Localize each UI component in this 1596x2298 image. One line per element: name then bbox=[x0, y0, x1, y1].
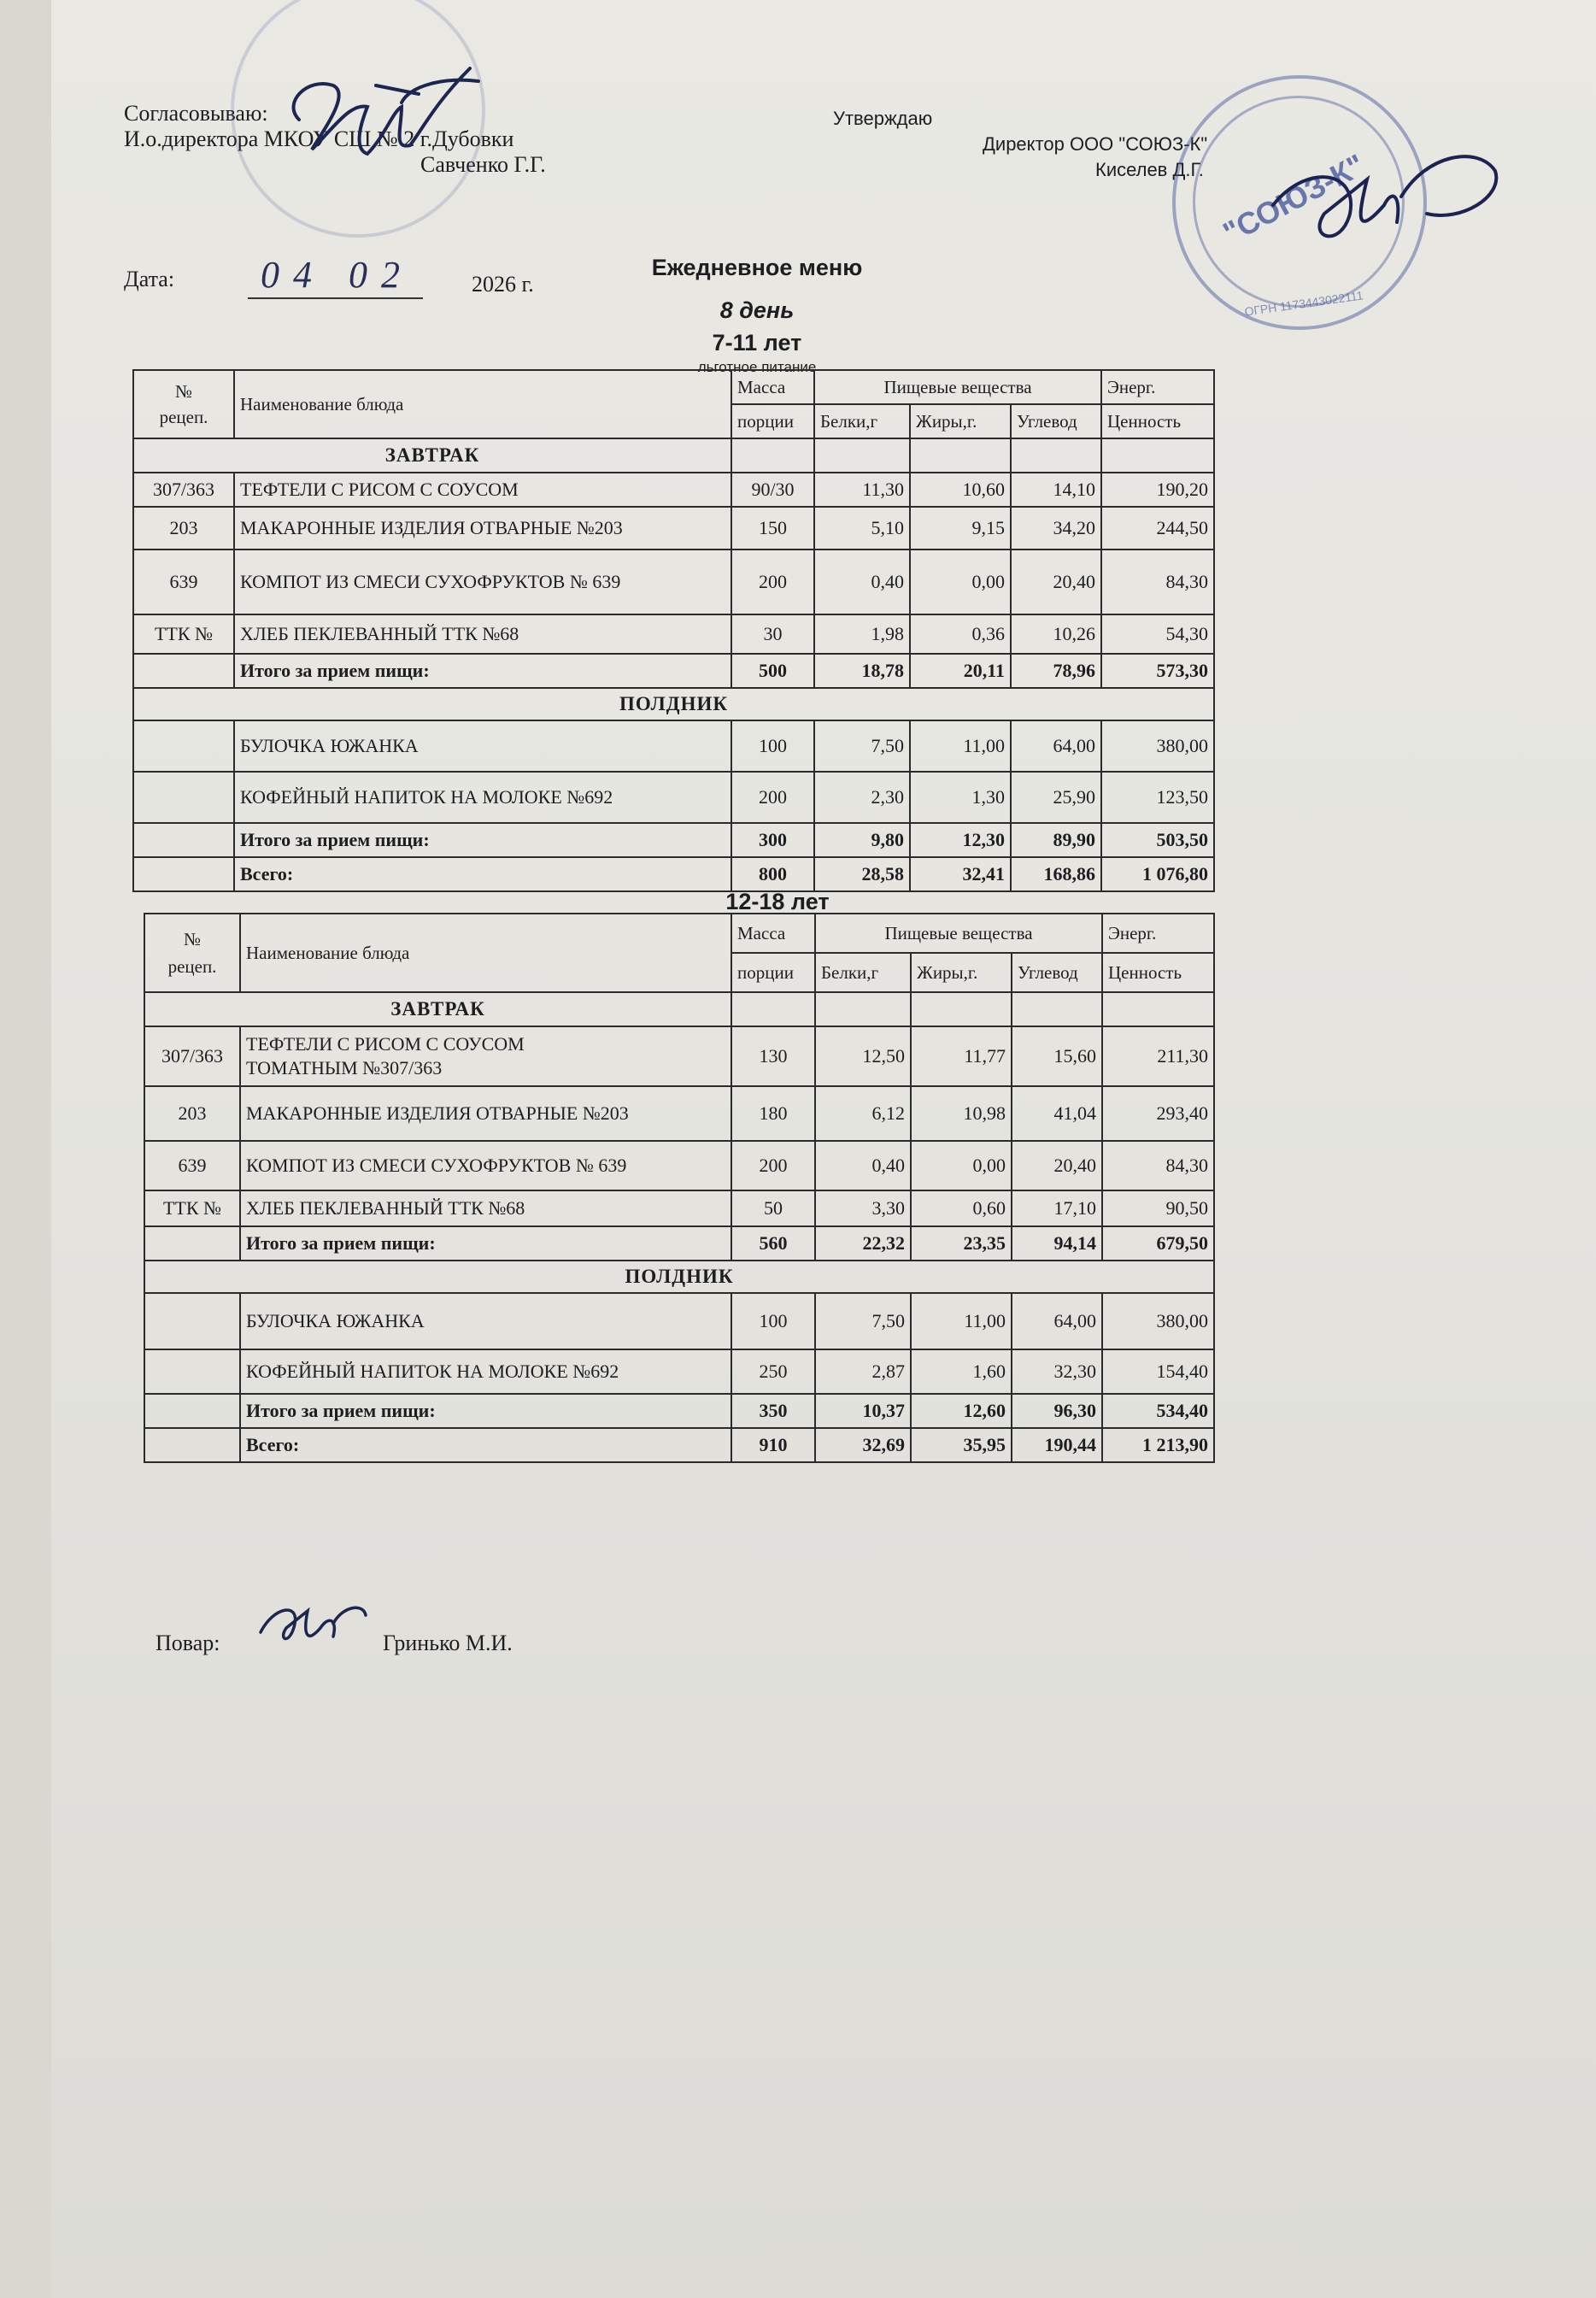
dish-name: МАКАРОННЫЕ ИЗДЕЛИЯ ОТВАРНЫЕ №203 bbox=[234, 507, 731, 550]
subtotal-row bbox=[133, 823, 1214, 857]
grand-total-energy: 1 213,90 bbox=[1102, 1428, 1214, 1462]
table-header-row bbox=[144, 914, 1214, 953]
approve-left-person: Савченко Г.Г. bbox=[420, 152, 546, 177]
grand-total-label: Всего: bbox=[234, 857, 731, 891]
subtotal-label: Итого за прием пищи: bbox=[234, 823, 731, 857]
subtotal-fat: 20,11 bbox=[910, 654, 1011, 688]
mass-value: 200 bbox=[731, 550, 814, 614]
dish-name: МАКАРОННЫЕ ИЗДЕЛИЯ ОТВАРНЫЕ №203 bbox=[240, 1086, 731, 1141]
mass-value: 130 bbox=[731, 1026, 815, 1086]
subtotal-carb: 78,96 bbox=[1011, 654, 1101, 688]
subtotal-row bbox=[144, 1394, 1214, 1428]
carb-value: 15,60 bbox=[1012, 1026, 1102, 1086]
protein-value: 0,40 bbox=[814, 550, 910, 614]
date-value: 04 02 bbox=[261, 254, 414, 296]
subtotal-fat: 23,35 bbox=[911, 1226, 1012, 1261]
dish-name: КОМПОТ ИЗ СМЕСИ СУХОФРУКТОВ № 639 bbox=[234, 550, 731, 614]
subtotal-protein: 18,78 bbox=[814, 654, 910, 688]
carb-value: 64,00 bbox=[1011, 720, 1101, 772]
mass-value: 200 bbox=[731, 772, 814, 823]
recipe-code: 203 bbox=[144, 1086, 240, 1141]
col-mass-header: Масса bbox=[731, 914, 815, 953]
mass-value: 250 bbox=[731, 1349, 815, 1394]
menu-subtitle: льготное питание bbox=[697, 359, 817, 375]
col-carb-header: Углевод bbox=[1012, 953, 1102, 992]
col-nutrients-header: Пищевые вещества bbox=[814, 370, 1101, 404]
carb-value: 14,10 bbox=[1011, 473, 1101, 507]
dish-name: БУЛОЧКА ЮЖАНКА bbox=[234, 720, 731, 772]
subtotal-label: Итого за прием пищи: bbox=[240, 1394, 731, 1428]
carb-value: 41,04 bbox=[1012, 1086, 1102, 1141]
energy-value: 380,00 bbox=[1102, 1293, 1214, 1349]
energy-value: 211,30 bbox=[1102, 1026, 1214, 1086]
table-row bbox=[144, 1293, 1214, 1349]
subtotal-energy: 503,50 bbox=[1101, 823, 1214, 857]
grand-total-mass: 800 bbox=[731, 857, 814, 891]
col-nutrients-header: Пищевые вещества bbox=[815, 914, 1102, 953]
col-recipe-header: № рецеп. bbox=[144, 914, 240, 992]
approve-right-person: Киселев Д.Г. bbox=[1095, 159, 1204, 180]
grand-total-mass: 910 bbox=[731, 1428, 815, 1462]
dish-name: ХЛЕБ ПЕКЛЕВАННЫЙ ТТК №68 bbox=[234, 614, 731, 654]
subtotal-mass: 560 bbox=[731, 1226, 815, 1261]
subtotal-label: Итого за прием пищи: bbox=[234, 654, 731, 688]
mass-value: 100 bbox=[731, 1293, 815, 1349]
carb-value: 17,10 bbox=[1012, 1190, 1102, 1226]
fat-value: 0,00 bbox=[911, 1141, 1012, 1190]
menu-title: Ежедневное меню bbox=[651, 255, 863, 280]
carb-value: 25,90 bbox=[1011, 772, 1101, 823]
recipe-code bbox=[133, 720, 234, 772]
carb-value: 10,26 bbox=[1011, 614, 1101, 654]
energy-value: 84,30 bbox=[1102, 1141, 1214, 1190]
table-row bbox=[133, 507, 1214, 550]
fat-value: 11,00 bbox=[911, 1293, 1012, 1349]
protein-value: 2,30 bbox=[814, 772, 910, 823]
table-header-row bbox=[133, 370, 1214, 404]
energy-value: 154,40 bbox=[1102, 1349, 1214, 1394]
subtotal-mass: 300 bbox=[731, 823, 814, 857]
approve-right-position: Директор ООО "СОЮЗ-К" bbox=[983, 133, 1208, 155]
subtotal-fat: 12,60 bbox=[911, 1394, 1012, 1428]
menu-table-7-11 bbox=[132, 369, 1215, 892]
protein-value: 7,50 bbox=[814, 720, 910, 772]
dish-name: ХЛЕБ ПЕКЛЕВАННЫЙ ТТК №68 bbox=[240, 1190, 731, 1226]
energy-value: 190,20 bbox=[1101, 473, 1214, 507]
grand-total-label: Всего: bbox=[240, 1428, 731, 1462]
col-name-header: Наименование блюда bbox=[240, 914, 731, 992]
recipe-code: 639 bbox=[133, 550, 234, 614]
table-row bbox=[133, 550, 1214, 614]
mass-value: 30 bbox=[731, 614, 814, 654]
grand-total-protein: 32,69 bbox=[815, 1428, 911, 1462]
protein-value: 3,30 bbox=[815, 1190, 911, 1226]
fat-value: 11,77 bbox=[911, 1026, 1012, 1086]
energy-value: 90,50 bbox=[1102, 1190, 1214, 1226]
date-underline bbox=[248, 297, 423, 299]
subtotal-carb: 96,30 bbox=[1012, 1394, 1102, 1428]
protein-value: 12,50 bbox=[815, 1026, 911, 1086]
carb-value: 20,40 bbox=[1011, 550, 1101, 614]
col-name-header: Наименование блюда bbox=[234, 370, 731, 438]
grand-total-energy: 1 076,80 bbox=[1101, 857, 1214, 891]
mass-value: 200 bbox=[731, 1141, 815, 1190]
protein-value: 1,98 bbox=[814, 614, 910, 654]
dish-name: ТЕФТЕЛИ С РИСОМ С СОУСОМ bbox=[234, 473, 731, 507]
col-portion-header: порции bbox=[731, 953, 815, 992]
stamp-ogrn: ОГРН 1173443022111 bbox=[1243, 288, 1364, 319]
col-value-header: Ценность bbox=[1102, 953, 1214, 992]
protein-value: 2,87 bbox=[815, 1349, 911, 1394]
carb-value: 32,30 bbox=[1012, 1349, 1102, 1394]
dish-name: БУЛОЧКА ЮЖАНКА bbox=[240, 1293, 731, 1349]
section-row bbox=[133, 438, 1214, 473]
mass-value: 150 bbox=[731, 507, 814, 550]
table-row bbox=[144, 1026, 1214, 1086]
approve-left-position: И.о.директора МКОУ СШ № 2 г.Дубовки bbox=[124, 126, 514, 151]
energy-value: 293,40 bbox=[1102, 1086, 1214, 1141]
fat-value: 1,30 bbox=[910, 772, 1011, 823]
dish-name: КОФЕЙНЫЙ НАПИТОК НА МОЛОКЕ №692 bbox=[240, 1349, 731, 1394]
subtotal-protein: 10,37 bbox=[815, 1394, 911, 1428]
section-breakfast: ЗАВТРАК bbox=[133, 438, 731, 473]
recipe-code bbox=[133, 772, 234, 823]
grand-total-fat: 35,95 bbox=[911, 1428, 1012, 1462]
carb-value: 34,20 bbox=[1011, 507, 1101, 550]
fat-value: 0,36 bbox=[910, 614, 1011, 654]
company-director-signature bbox=[1256, 145, 1512, 278]
grand-total-fat: 32,41 bbox=[910, 857, 1011, 891]
carb-value: 20,40 bbox=[1012, 1141, 1102, 1190]
approve-right-label: Утверждаю bbox=[833, 108, 933, 129]
table-row bbox=[144, 1086, 1214, 1141]
subtotal-label: Итого за прием пищи: bbox=[240, 1226, 731, 1261]
carb-value: 64,00 bbox=[1012, 1293, 1102, 1349]
recipe-code: ТТК № bbox=[133, 614, 234, 654]
energy-value: 54,30 bbox=[1101, 614, 1214, 654]
subtotal-row bbox=[133, 654, 1214, 688]
fat-value: 9,15 bbox=[910, 507, 1011, 550]
age-group-7-11: 7-11 лет bbox=[712, 330, 802, 356]
recipe-code bbox=[144, 1293, 240, 1349]
col-energy-header: Энерг. bbox=[1102, 914, 1214, 953]
recipe-code: 307/363 bbox=[144, 1026, 240, 1086]
dish-name: КОФЕЙНЫЙ НАПИТОК НА МОЛОКЕ №692 bbox=[234, 772, 731, 823]
col-fat-header: Жиры,г. bbox=[911, 953, 1012, 992]
protein-value: 5,10 bbox=[814, 507, 910, 550]
subtotal-row bbox=[144, 1226, 1214, 1261]
dish-name: ТЕФТЕЛИ С РИСОМ С СОУСОМ ТОМАТНЫМ №307/363 bbox=[240, 1026, 731, 1086]
protein-value: 6,12 bbox=[815, 1086, 911, 1141]
subtotal-energy: 679,50 bbox=[1102, 1226, 1214, 1261]
grand-total-carb: 190,44 bbox=[1012, 1428, 1102, 1462]
subtotal-energy: 573,30 bbox=[1101, 654, 1214, 688]
energy-value: 244,50 bbox=[1101, 507, 1214, 550]
table-row bbox=[144, 1190, 1214, 1226]
recipe-code: 203 bbox=[133, 507, 234, 550]
table-row bbox=[144, 1141, 1214, 1190]
table-row bbox=[133, 772, 1214, 823]
section-row bbox=[144, 1261, 1214, 1293]
grand-total-row bbox=[144, 1428, 1214, 1462]
protein-value: 11,30 bbox=[814, 473, 910, 507]
fat-value: 0,00 bbox=[910, 550, 1011, 614]
section-row bbox=[144, 992, 1214, 1026]
fat-value: 10,60 bbox=[910, 473, 1011, 507]
subtotal-fat: 12,30 bbox=[910, 823, 1011, 857]
section-snack: ПОЛДНИК bbox=[133, 688, 1214, 720]
mass-value: 50 bbox=[731, 1190, 815, 1226]
menu-day: 8 день bbox=[719, 297, 795, 323]
protein-value: 7,50 bbox=[815, 1293, 911, 1349]
grand-total-protein: 28,58 bbox=[814, 857, 910, 891]
recipe-code: ТТК № bbox=[144, 1190, 240, 1226]
table-row bbox=[133, 473, 1214, 507]
col-protein-header: Белки,г bbox=[814, 404, 910, 438]
energy-value: 123,50 bbox=[1101, 772, 1214, 823]
cook-signature bbox=[256, 1598, 367, 1662]
section-row bbox=[133, 688, 1214, 720]
subtotal-protein: 9,80 bbox=[814, 823, 910, 857]
date-label: Дата: bbox=[124, 267, 175, 291]
grand-total-carb: 168,86 bbox=[1011, 857, 1101, 891]
date-year: 2026 г. bbox=[472, 272, 534, 297]
mass-value: 180 bbox=[731, 1086, 815, 1141]
table-row bbox=[133, 720, 1214, 772]
subtotal-carb: 89,90 bbox=[1011, 823, 1101, 857]
col-value-header: Ценность bbox=[1101, 404, 1214, 438]
energy-value: 380,00 bbox=[1101, 720, 1214, 772]
energy-value: 84,30 bbox=[1101, 550, 1214, 614]
stamp-company-name: "СОЮЗ-К" bbox=[1217, 146, 1370, 251]
approve-left-label: Согласовываю: bbox=[124, 101, 268, 126]
subtotal-mass: 500 bbox=[731, 654, 814, 688]
table-row bbox=[144, 1349, 1214, 1394]
fat-value: 1,60 bbox=[911, 1349, 1012, 1394]
subtotal-energy: 534,40 bbox=[1102, 1394, 1214, 1428]
age-group-12-18: 12-18 лет bbox=[725, 889, 830, 914]
col-carb-header: Углевод bbox=[1011, 404, 1101, 438]
subtotal-protein: 22,32 bbox=[815, 1226, 911, 1261]
cook-name: Гринько М.И. bbox=[383, 1631, 513, 1655]
section-breakfast: ЗАВТРАК bbox=[144, 992, 731, 1026]
menu-table-12-18 bbox=[144, 913, 1215, 1463]
protein-value: 0,40 bbox=[815, 1141, 911, 1190]
subtotal-mass: 350 bbox=[731, 1394, 815, 1428]
fat-value: 11,00 bbox=[910, 720, 1011, 772]
col-fat-header: Жиры,г. bbox=[910, 404, 1011, 438]
table-row bbox=[133, 614, 1214, 654]
cook-label: Повар: bbox=[155, 1631, 220, 1655]
section-snack: ПОЛДНИК bbox=[144, 1261, 1214, 1293]
col-protein-header: Белки,г bbox=[815, 953, 911, 992]
mass-value: 100 bbox=[731, 720, 814, 772]
recipe-code bbox=[144, 1349, 240, 1394]
col-energy-header: Энерг. bbox=[1101, 370, 1214, 404]
fat-value: 10,98 bbox=[911, 1086, 1012, 1141]
dish-name: КОМПОТ ИЗ СМЕСИ СУХОФРУКТОВ № 639 bbox=[240, 1141, 731, 1190]
recipe-code: 307/363 bbox=[133, 473, 234, 507]
col-mass-header: Масса bbox=[731, 370, 814, 404]
col-portion-header: порции bbox=[731, 404, 814, 438]
col-recipe-header: № рецеп. bbox=[133, 370, 234, 438]
grand-total-row bbox=[133, 857, 1214, 891]
recipe-code: 639 bbox=[144, 1141, 240, 1190]
fat-value: 0,60 bbox=[911, 1190, 1012, 1226]
mass-value: 90/30 bbox=[731, 473, 814, 507]
subtotal-carb: 94,14 bbox=[1012, 1226, 1102, 1261]
